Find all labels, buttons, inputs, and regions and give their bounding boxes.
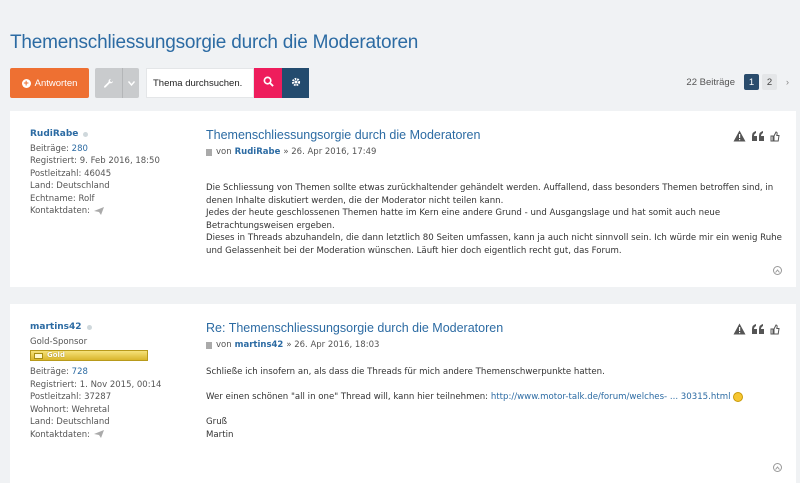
- profile-label: Land:: [30, 417, 54, 427]
- advanced-search-button[interactable]: [282, 68, 309, 98]
- author-link[interactable]: martins42: [234, 340, 284, 350]
- thumbs-up-icon[interactable]: [770, 131, 780, 145]
- profile-label: Wohnort:: [30, 404, 69, 415]
- profile-posts: [30, 366, 200, 379]
- post-profile: [30, 321, 200, 441]
- post-subject[interactable]: Themenschliessungsorgie durch die Moderatoren: [206, 128, 481, 142]
- arrow-up-icon[interactable]: [773, 266, 782, 275]
- profile-label: Land:: [30, 181, 54, 191]
- post-date: » 26. Apr 2016, 17:49: [283, 147, 377, 157]
- reply-button-label: Antworten: [34, 77, 78, 89]
- username[interactable]: [30, 128, 200, 141]
- by-label: von: [216, 340, 232, 350]
- reply-button[interactable]: [10, 68, 89, 98]
- post-actions: [733, 130, 780, 145]
- content-paragraph: Schließe ich insofern an, als dass die Threads für mich andere Themenschwerpunkte hatten.: [206, 367, 605, 377]
- rank-badge: [30, 350, 148, 361]
- post-profile: [30, 128, 200, 218]
- profile-registered: [30, 155, 200, 168]
- paper-plane-icon[interactable]: [94, 207, 104, 215]
- post-content: [206, 366, 788, 442]
- warning-icon[interactable]: [733, 130, 746, 145]
- profile-label: Kontaktdaten:: [30, 206, 90, 216]
- author-link[interactable]: RudiRabe: [234, 147, 281, 157]
- post: [10, 304, 796, 483]
- profile-label: Postleitzahl:: [30, 168, 82, 179]
- profile-label: Beiträge:: [30, 143, 69, 154]
- content-paragraph: [206, 391, 788, 404]
- profile-value: Wehretal: [71, 404, 110, 415]
- thumbs-up-icon[interactable]: [770, 324, 780, 338]
- profile-registered: [30, 379, 200, 392]
- post-icon[interactable]: [206, 149, 212, 156]
- profile-value: 46045: [84, 168, 112, 179]
- arrow-up-icon[interactable]: [773, 463, 782, 472]
- username[interactable]: [30, 321, 200, 334]
- content-text: Wer einen schönen "all in one" Thread will, kann hier teilnehmen:: [206, 392, 491, 403]
- profile-label: Registriert:: [30, 379, 78, 390]
- post-date: » 26. Apr 2016, 18:03: [286, 340, 380, 350]
- smiley-icon: [733, 392, 743, 402]
- content-signature: Martin: [206, 429, 234, 440]
- post-meta: [206, 147, 782, 157]
- profile-contact: [30, 205, 200, 218]
- paper-plane-icon[interactable]: [94, 430, 104, 438]
- post-body: [206, 321, 782, 442]
- profile-zip: [30, 391, 200, 404]
- profile-value: Rolf: [78, 193, 95, 204]
- content-paragraph: Die Schliessung von Themen sollte etwas zurückhaltender gehändelt werden. Auffallend, dass besonders Themen betroffen sind, in denen Inhalte diskutiert werden, die der Moderator nicht teilen kann.: [206, 183, 774, 206]
- profile-label: Registriert:: [30, 156, 78, 166]
- action-bar: [10, 68, 795, 98]
- profile-value: 9. Feb 2016, 18:50: [79, 156, 160, 166]
- search-input[interactable]: Thema durchsuchen.: [146, 68, 254, 98]
- profile-label: Beiträge:: [30, 367, 69, 377]
- post-meta: [206, 340, 782, 350]
- post-count: 22 Beiträge: [686, 76, 735, 88]
- profile-label: Postleitzahl:: [30, 392, 82, 402]
- profile-posts: [30, 143, 200, 156]
- by-label: von: [216, 147, 232, 157]
- profile-contact: [30, 429, 200, 442]
- wrench-icon: [95, 68, 123, 98]
- post-icon[interactable]: [206, 342, 212, 349]
- profile-value: 37287: [84, 392, 112, 402]
- content-paragraph: Dieses in Threads abzuhandeln, die dann letztlich 80 Seiten umfassen, kann ja auch nicht sinnvoll sein. Ich würde mir ein wenig Ruhe und Gelassenheit bei der Moderation wünschen. Läuft hier doch eigentlich recht gut, das Forum.: [206, 233, 782, 256]
- rank-badge-label: Gold: [47, 351, 65, 360]
- chevron-down-icon: [123, 68, 139, 98]
- profile-value: Deutschland: [56, 417, 110, 427]
- online-status-icon: [87, 325, 92, 330]
- paragraph-gap: [206, 404, 788, 417]
- profile-label: Kontaktdaten:: [30, 429, 90, 440]
- content-paragraph: Jedes der heute geschlossenen Themen hatte im Kern eine andere Grund - und Ausgangslage und hat somit auch neue Betrachtungsweisen ergeben.: [206, 208, 721, 231]
- post-content: [206, 182, 788, 258]
- gear-icon: [291, 77, 301, 90]
- profile-label: Echtname:: [30, 193, 76, 204]
- profile-value: Deutschland: [56, 181, 110, 191]
- external-link[interactable]: http://www.motor-talk.de/forum/welches- ... 30315.html: [490, 392, 731, 403]
- next-page-button[interactable]: ›: [785, 76, 790, 88]
- page-link-2[interactable]: 2: [762, 74, 777, 90]
- quote-icon[interactable]: [752, 131, 764, 144]
- post-body: [206, 128, 782, 258]
- plus-circle-icon: +: [23, 77, 29, 88]
- search-button[interactable]: [254, 68, 282, 98]
- pagination: [686, 74, 795, 90]
- profile-country: [30, 180, 200, 193]
- paragraph-gap: [206, 379, 788, 392]
- content-greeting: Gruß: [206, 417, 228, 428]
- profile-realname: [30, 193, 200, 206]
- page-link-1[interactable]: 1: [744, 74, 759, 90]
- warning-icon[interactable]: [733, 323, 746, 338]
- post-subject[interactable]: Re: Themenschliessungsorgie durch die Moderatoren: [206, 321, 504, 335]
- gem-icon: [34, 353, 43, 359]
- post: [10, 111, 796, 287]
- posts-count-link[interactable]: 728: [71, 367, 88, 377]
- username-link[interactable]: RudiRabe: [30, 129, 79, 139]
- user-rank: Gold-Sponsor: [30, 336, 88, 347]
- profile-value: 1. Nov 2015, 00:14: [79, 379, 162, 390]
- profile-location: [30, 404, 200, 417]
- profile-zip: [30, 168, 200, 181]
- post-actions: [733, 323, 780, 338]
- search-icon: [263, 76, 274, 90]
- page-title[interactable]: Themenschliessungsorgie durch die Moderatoren: [10, 32, 419, 53]
- online-status-icon: [83, 132, 88, 137]
- username-link[interactable]: martins42: [30, 322, 82, 332]
- topic-tools-button[interactable]: [95, 68, 139, 98]
- quote-icon[interactable]: [752, 324, 764, 337]
- posts-count-link[interactable]: 280: [71, 143, 88, 154]
- profile-country: [30, 416, 200, 429]
